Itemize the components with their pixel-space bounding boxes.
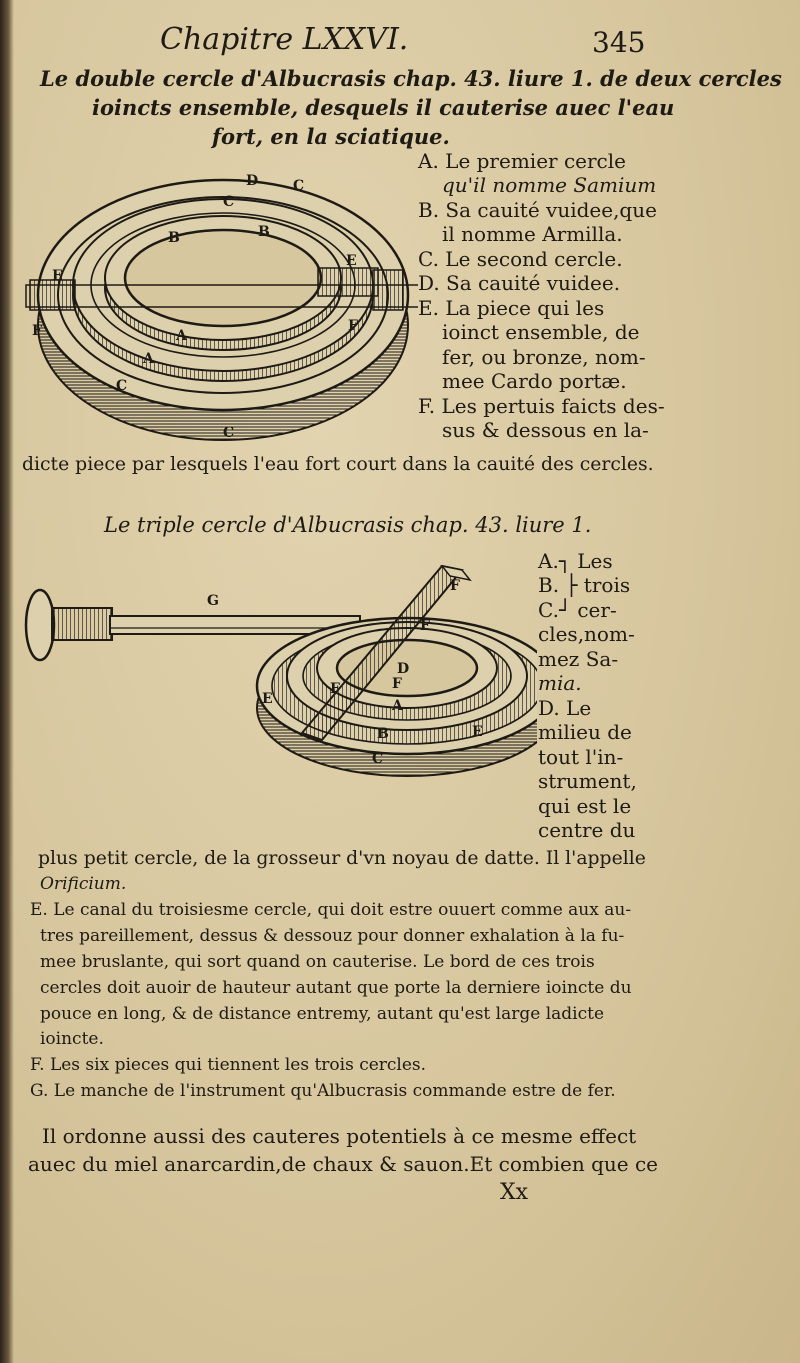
fig1-legend-line-8: ioinct ensemble, de: [442, 320, 640, 344]
body-line-9: F. Les six pieces qui tiennent les trois cercles.: [30, 1055, 427, 1075]
fig1-label-a2: A: [143, 351, 154, 367]
fig2-label-c: C: [372, 751, 384, 767]
fig2-label-e2: E: [472, 724, 483, 740]
running-title: Chapitre LXXVI.: [160, 22, 409, 57]
fig2-legend-line-7: D. Le: [538, 696, 592, 720]
fig2-label-f: F: [450, 578, 460, 594]
fig2-legend-line-1: A.┐ Les: [538, 549, 613, 573]
fig1-label-c: C: [293, 178, 305, 194]
fig2-label-b: B: [377, 726, 389, 742]
fig2-legend-line-10: strument,: [538, 769, 637, 793]
fig1-legend-line-11: F. Les pertuis faicts des-: [418, 394, 665, 418]
fig1-legend-line-9: fer, ou bronze, nom-: [442, 345, 646, 369]
fig1-label-c4: C: [223, 425, 235, 441]
body-line-3: E. Le canal du troisiesme cercle, qui doit estre ouuert comme aux au-: [30, 900, 632, 920]
fig2-label-d: D: [397, 661, 410, 677]
body-line-7: pouce en long, & de distance entremy, autant qu'est large ladicte: [40, 1004, 605, 1024]
body-line-1: plus petit cercle, de la grosseur d'vn noyau de datte. Il l'appelle: [38, 848, 646, 869]
fig1-legend-tail: dicte piece par lesquels l'eau fort court dans la cauité des cercles.: [22, 454, 654, 475]
fig2-label-a: A: [392, 698, 403, 714]
figure2-caption: Le triple cercle d'Albucrasis chap. 43. liure 1.: [104, 513, 592, 537]
fig2-label-f3: F: [392, 676, 402, 692]
page-number: 345: [592, 26, 646, 59]
figure1-caption-line-3: fort, en la sciatique.: [212, 124, 450, 149]
fig1-label-b2: B: [168, 230, 180, 246]
fig2-legend-line-3: C.┘ cer-: [538, 598, 617, 622]
fig2-legend-line-6: mia.: [538, 671, 582, 695]
body-line-11: Il ordonne aussi des cauteres potentiels à ce mesme effect: [42, 1124, 637, 1148]
fig1-label-a: A: [176, 328, 187, 344]
body-line-6: cercles doit auoir de hauteur autant que porte la derniere ioincte du: [40, 978, 632, 998]
fig1-label-c2: C: [223, 194, 235, 210]
fig2-legend-line-12: centre du: [538, 818, 636, 842]
body-line-2: Orificium.: [40, 874, 127, 894]
fig1-label-e2: E: [52, 268, 63, 284]
body-line-8: ioincte.: [40, 1029, 104, 1049]
body-line-12: auec du miel anarcardin,de chaux & sauon.Et combien que ce: [28, 1152, 659, 1176]
fig2-legend-line-4: cles,nom-: [538, 622, 635, 646]
fig1-legend-line-12: sus & dessous en la-: [442, 418, 649, 442]
fig1-legend-line-2: qu'il nomme Samium: [442, 173, 657, 197]
fig1-legend-line-3: B. Sa cauité vuidee,que: [418, 198, 657, 222]
fig1-label-d: D: [246, 173, 259, 189]
fig2-legend-line-11: qui est le: [538, 794, 632, 818]
fig2-legend-line-2: B. ├ trois: [538, 573, 631, 597]
fig1-legend-line-1: A. Le premier cercle: [418, 149, 626, 173]
fig2-legend-line-9: tout l'in-: [538, 745, 624, 769]
fig1-legend-line-10: mee Cardo portæ.: [442, 369, 627, 393]
page-gutter-shadow: [0, 0, 14, 1363]
fig1-legend-line-5: C. Le second cercle.: [418, 247, 623, 271]
figure1-caption-line-1: Le double cercle d'Albucrasis chap. 43. liure 1. de deux cercles: [40, 66, 782, 91]
fig2-label-e: E: [262, 691, 273, 707]
fig2-label-f4: F: [330, 681, 340, 697]
body-line-4: tres pareillement, dessus & dessouz pour donner exhalation à la fu-: [40, 926, 625, 946]
fig1-label-e: E: [346, 253, 357, 269]
signature-mark: Xx: [500, 1180, 529, 1205]
fig2-legend-line-5: mez Sa-: [538, 647, 619, 671]
fig2-legend-line-8: milieu de: [538, 720, 632, 744]
triple-circle-illustration: [22, 558, 537, 783]
fig2-label-g: G: [207, 593, 219, 609]
body-line-5: mee bruslante, qui sort quand on cauterise. Le bord de ces trois: [40, 952, 595, 972]
fig2-label-f2: F: [420, 618, 430, 634]
fig1-legend-line-6: D. Sa cauité vuidee.: [418, 271, 621, 295]
fig1-legend-line-4: il nomme Armilla.: [442, 222, 623, 246]
fig1-legend-line-7: E. La piece qui les: [418, 296, 605, 320]
fig1-label-b: B: [258, 224, 270, 240]
fig1-label-c3: C: [116, 378, 128, 394]
double-circle-illustration: [18, 150, 418, 455]
figure1-caption-line-2: ioincts ensemble, desquels il cauterise auec l'eau: [92, 95, 675, 120]
body-line-10: G. Le manche de l'instrument qu'Albucrasis commande estre de fer.: [30, 1081, 616, 1101]
fig1-label-f: F: [348, 318, 358, 334]
fig1-label-f2: F: [32, 323, 42, 339]
